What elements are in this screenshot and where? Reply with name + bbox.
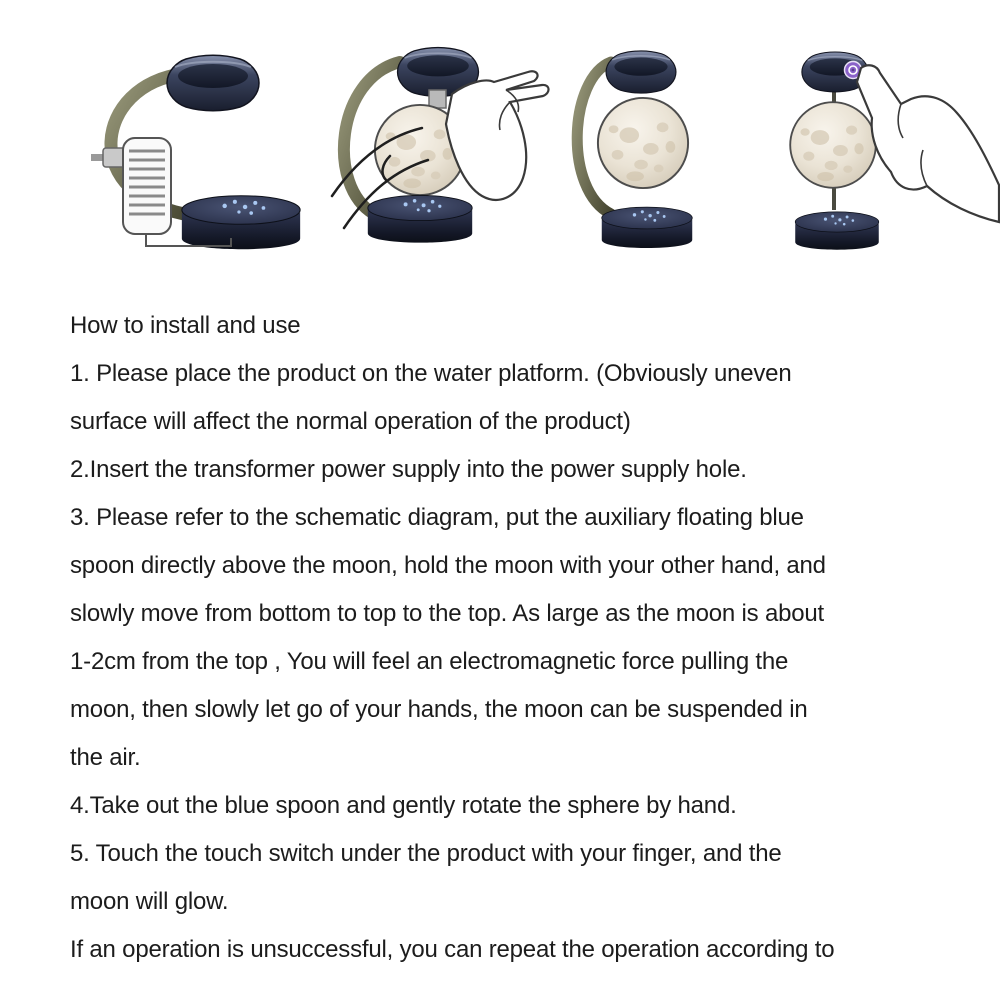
instructions-block: [70, 302, 950, 974]
instruction-line: 5. Touch the touch switch under the product with your finger, and the: [70, 840, 782, 867]
step-illustration-levitating: [565, 42, 715, 262]
instruction-line: 1. Please place the product on the water platform. (Obviously uneven: [70, 360, 792, 387]
instruction-line: If an operation is unsuccessful, you can repeat the operation according to: [70, 936, 835, 963]
pinching-hand-icon: [446, 71, 549, 200]
spacer-spoon-icon: [429, 90, 446, 108]
instruction-line: slowly move from bottom to top to the top. As large as the moon is about: [70, 600, 824, 627]
moon-icon: [598, 98, 688, 188]
step-illustration-place-moon: [330, 38, 570, 263]
instruction-line: 1-2cm from the top , You will feel an electromagnetic force pulling the: [70, 648, 789, 675]
instruction-line: 3. Please refer to the schematic diagram, put the auxiliary floating blue: [70, 504, 804, 531]
instruction-line: moon will glow.: [70, 888, 229, 915]
lamp-base-icon: [795, 212, 879, 250]
instruction-line: surface will affect the normal operation of the product): [70, 408, 631, 435]
magnet-head-icon: [167, 55, 259, 111]
lamp-base-icon: [602, 207, 692, 248]
instruction-line: 2.Insert the transformer power supply into the power supply hole.: [70, 456, 747, 483]
instruction-line: the air.: [70, 744, 141, 771]
instructions-title: How to install and use: [70, 312, 301, 339]
moon-icon: [790, 102, 876, 188]
step-illustration-plug-in: [45, 38, 315, 263]
magnet-head-icon: [606, 51, 676, 93]
instruction-line: spoon directly above the moon, hold the moon with your other hand, and: [70, 552, 826, 579]
instruction-line: 4.Take out the blue spoon and gently rotate the sphere by hand.: [70, 792, 737, 819]
pointing-hand-icon: [857, 65, 999, 222]
instruction-line: moon, then slowly let go of your hands, the moon can be suspended in: [70, 696, 808, 723]
step-illustration-touch-switch: [775, 42, 1000, 262]
lamp-base-icon: [182, 196, 300, 250]
lamp-base-icon: [368, 195, 472, 242]
